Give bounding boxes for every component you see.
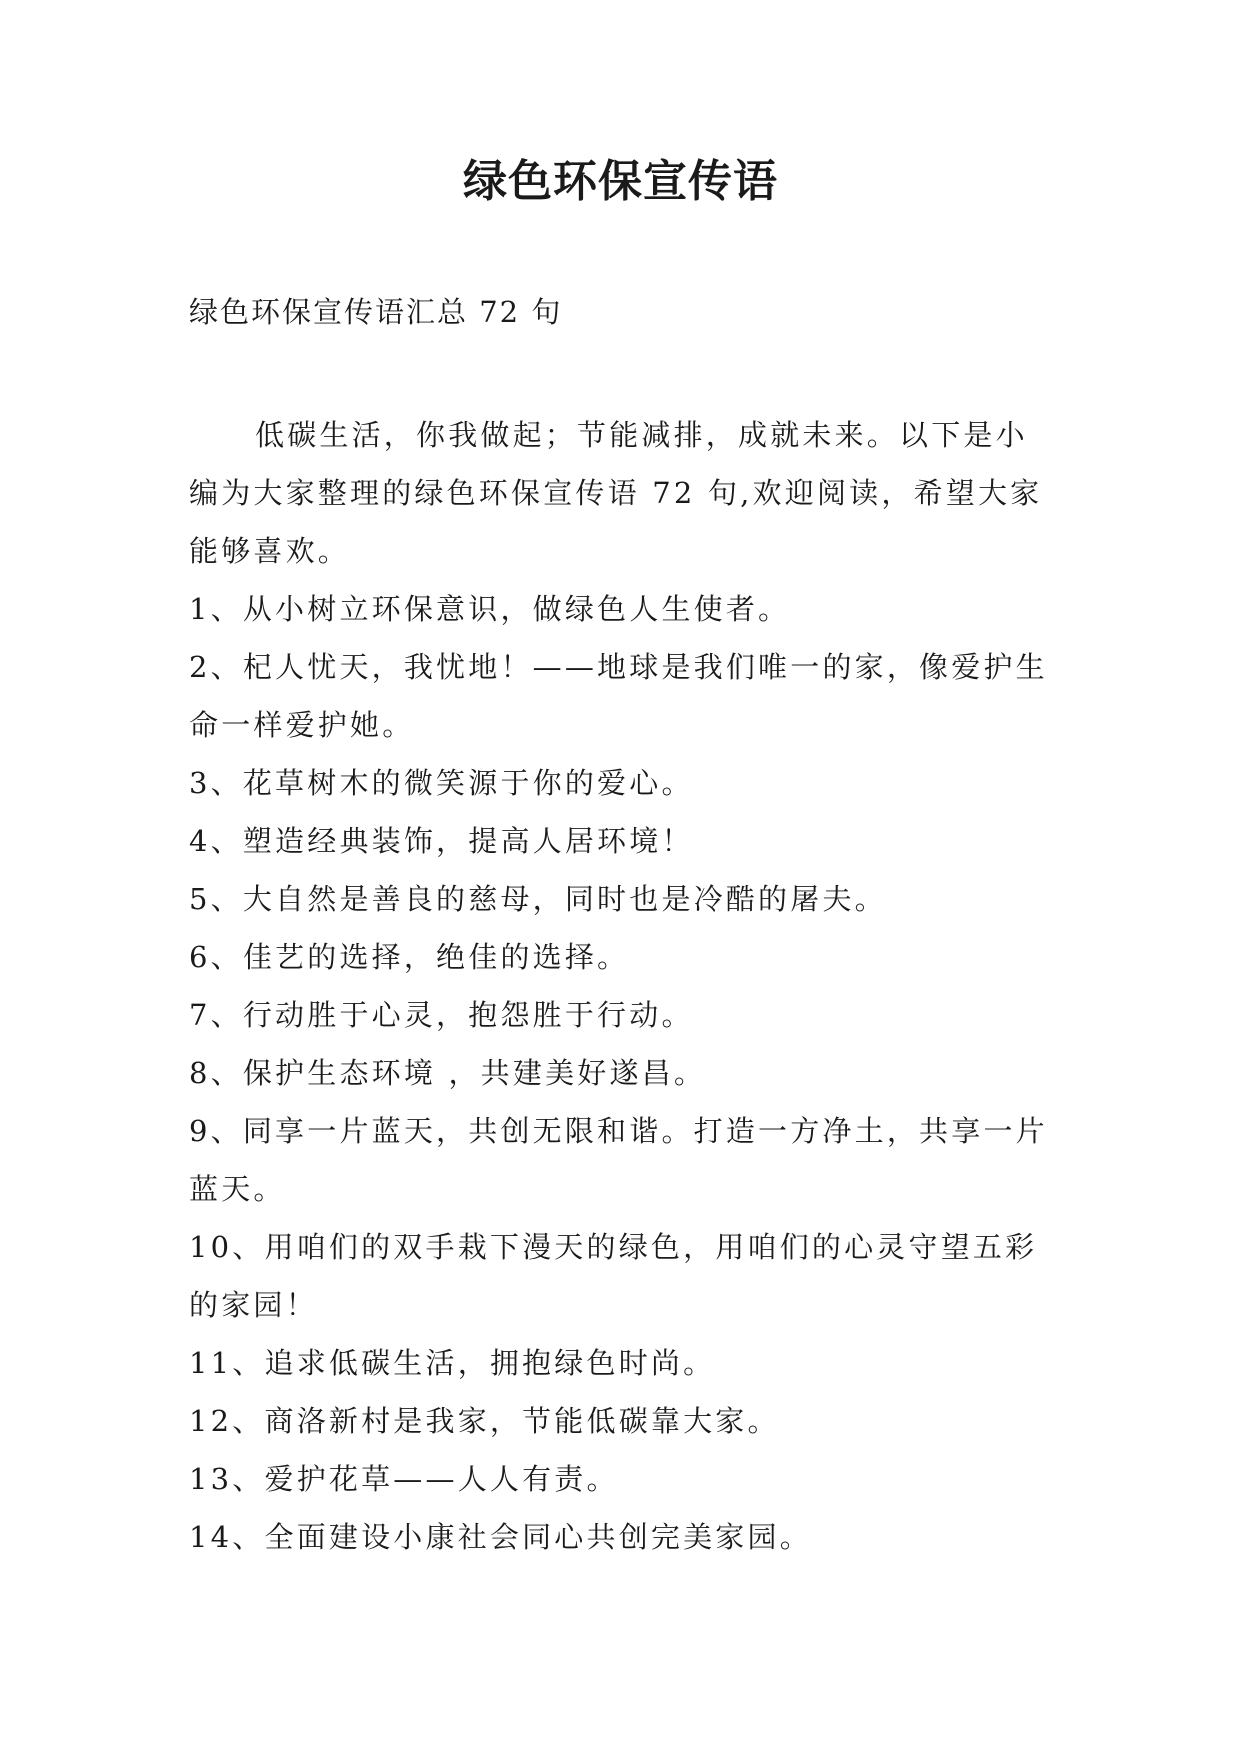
slogan-item: 13、爱护花草——人人有责。 xyxy=(189,1462,619,1496)
slogan-item: 6、佳艺的选择，绝佳的选择。 xyxy=(189,940,630,974)
slogan-item: 10、用咱们的双手栽下漫天的绿色，用咱们的心灵守望五彩的家园！ xyxy=(189,1230,1038,1322)
document-body xyxy=(189,406,1059,1566)
slogan-item: 12、商洛新村是我家，节能低碳靠大家。 xyxy=(189,1404,780,1438)
slogan-item: 9、同享一片蓝天，共创无限和谐。打造一方净土，共享一片蓝天。 xyxy=(189,1114,1048,1206)
slogan-item: 14、全面建设小康社会同心共创完美家园。 xyxy=(189,1520,812,1554)
document-subtitle: 绿色环保宣传语汇总 72 句 xyxy=(189,295,563,329)
slogan-item: 3、花草树木的微笑源于你的爱心。 xyxy=(189,766,694,800)
slogan-item: 1、从小树立环保意识，做绿色人生使者。 xyxy=(189,592,791,626)
slogan-item: 7、行动胜于心灵，抱怨胜于行动。 xyxy=(189,998,694,1032)
intro-paragraph: 低碳生活，你我做起；节能减排，成就未来。以下是小编为大家整理的绿色环保宣传语 72 句,欢迎阅读，希望大家能够喜欢。 xyxy=(189,418,1043,568)
slogan-item: 11、追求低碳生活，拥抱绿色时尚。 xyxy=(189,1346,716,1380)
page-title: 绿色环保宣传语 xyxy=(463,156,778,207)
slogan-item: 5、大自然是善良的慈母，同时也是冷酷的屠夫。 xyxy=(189,882,887,916)
slogan-item: 2、杞人忧天，我忧地！——地球是我们唯一的家，像爱护生命一样爱护她。 xyxy=(189,650,1048,742)
slogan-item: 4、塑造经典装饰，提高人居环境！ xyxy=(189,824,694,858)
slogan-item: 8、保护生态环境 ，共建美好遂昌。 xyxy=(189,1056,707,1090)
